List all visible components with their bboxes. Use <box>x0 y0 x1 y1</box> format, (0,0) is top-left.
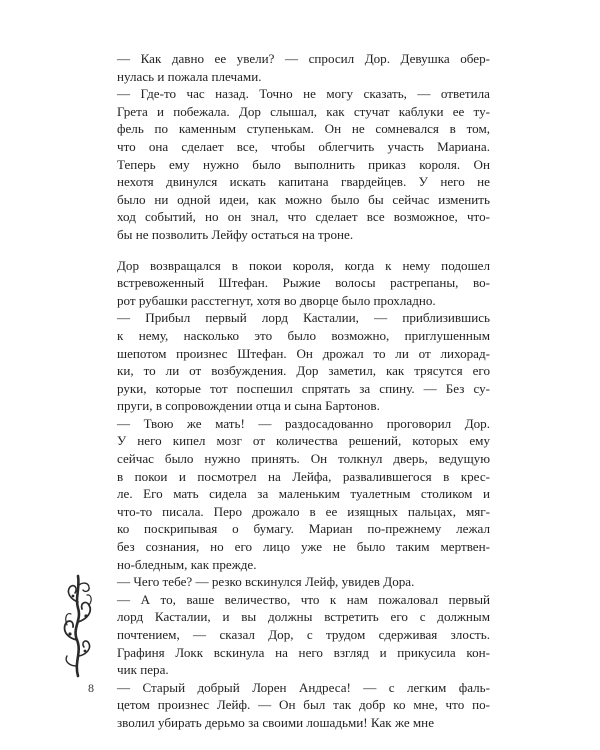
paragraph <box>98 309 490 415</box>
text-line: Грета и побежала. Дор слышал, как стучат каблуки ее ту- <box>117 103 490 119</box>
text-line: — Как давно ее увели? — спросил Дор. Девушка обер- <box>117 51 490 66</box>
text-line: Теперь ему нужно было выполнить приказ короля. Он <box>117 156 490 172</box>
text-line: почтением, — сказал Дор, с трудом сдерживая злость. <box>117 627 490 642</box>
text-line: — Старый добрый Лорен Андреса! — с легким фаль- <box>117 679 490 695</box>
text-line: бы не позволить Лейфу остаться на троне. <box>117 226 354 242</box>
text-line: руки, которые тот поспешил спрятать за спину. — Без су- <box>117 380 490 396</box>
text-line: Графиня Локк вскинула на него взгляд и прикусила кон- <box>117 644 490 660</box>
text-line: в покои и посмотрел на Лейфа, развалившегося в крес- <box>117 468 490 484</box>
page-number: 8 <box>88 681 94 695</box>
text-line: — Твою же мать! — раздосадованно проговорил Дор. <box>117 415 490 431</box>
text-line: нулась и пожала плечами. <box>117 68 262 84</box>
text-line: Дор возвращался в покои короля, когда к нему подошел <box>117 257 490 273</box>
text-line: чик пера. <box>117 662 169 678</box>
text-line: но-бледным, как прежде. <box>117 556 257 572</box>
text-line: лорд Касталии, и вы должны встретить его с должным <box>117 609 490 625</box>
text-line: — Прибыл первый лорд Касталии, — приблизившись <box>117 310 490 326</box>
text-line: что она сделает все, чтобы облегчить участь Мариана. <box>117 138 490 154</box>
paragraph <box>98 85 490 243</box>
text-line: ки, то ли от возбуждения. Дор заметил, как трясутся его <box>117 363 490 379</box>
paragraph <box>98 573 490 591</box>
text-line: нехотя двинулся искать капитана гвардейцев. У него не <box>117 174 490 190</box>
text-line: — Чего тебе? — резко вскинулся Лейф, увидев Дора. <box>117 574 415 590</box>
text-line: ход событий, но он знал, что сделает все возможное, что- <box>117 209 490 225</box>
paragraph <box>98 257 490 310</box>
page-text <box>98 50 490 732</box>
text-line: шепотом произнес Штефан. Он дрожал то ли от лихорад- <box>117 345 490 361</box>
text-line: к нему, насколько это было возможно, приглушенным <box>117 327 490 343</box>
text-line: встревоженный Штефан. Рыжие волосы растрепаны, во- <box>117 275 490 291</box>
paragraph <box>98 415 490 573</box>
text-line: — А то, ваше величество, что к нам пожаловал первый <box>117 591 490 607</box>
section-break <box>98 244 490 257</box>
text-line: сейчас было нужно принять. Он толкнул дверь, ведущую <box>117 451 490 467</box>
text-line: У него кипел мозг от количества решений, которых ему <box>117 433 490 449</box>
paragraph <box>98 679 490 732</box>
text-line: рот рубашки расстегнут, хотя во дворце было прохладно. <box>117 292 436 308</box>
text-line: ле. Его мать сидела за маленьким туалетным столиком и <box>117 486 490 502</box>
floral-vine-icon <box>58 572 96 678</box>
text-line: зволил убирать дерьмо за своими лошадьми! Как же мне <box>117 714 435 730</box>
paragraph <box>98 50 490 85</box>
text-line: пруги, в сопровождении отца и сына Бартонов. <box>117 398 380 414</box>
text-line: без сознания, но его лицо уже не было таким мертвен- <box>117 539 490 555</box>
text-line: ко поскрипывая о бумагу. Мариан по-прежнему лежал <box>117 521 490 537</box>
text-line: цетом произнес Лейф. — Он был так добр ко мне, что по- <box>117 697 490 713</box>
text-line: — Где-то час назад. Точно не могу сказать, — ответила <box>117 86 490 102</box>
text-line: фель по каменным ступенькам. Он не сомневался в том, <box>117 121 490 137</box>
text-line: что-то писала. Перо дрожало в ее изящных пальцах, мяг- <box>117 503 490 519</box>
paragraph <box>98 591 490 679</box>
text-line: было ни одной идеи, как можно было бы сейчас изменить <box>117 191 490 207</box>
